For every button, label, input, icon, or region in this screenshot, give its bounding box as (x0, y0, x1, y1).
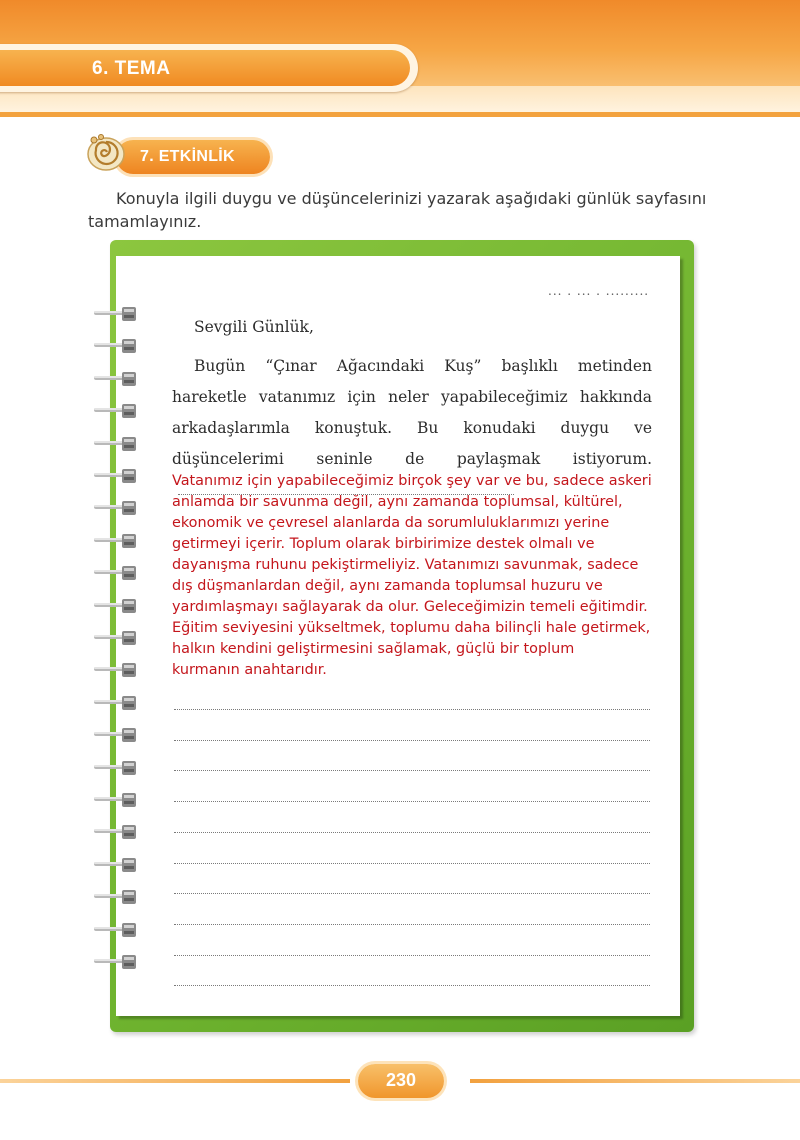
diary-intro-text: Bugün “Çınar Ağacındaki Kuş” başlıklı metinden hareketle vatanımız için neler yapabileceğimiz hakkında arkadaşlarımla konuştuk. Bu konudaki duygu ve düşüncelerimi seninle de paylaşmak istiyorum. (172, 357, 652, 468)
activity-instruction: Konuyla ilgili duygu ve düşüncelerinizi yazarak aşağıdaki günlük sayfasını tamamlayınız. (88, 189, 707, 231)
theme-label: 6. TEMA (92, 58, 171, 79)
theme-pill (0, 50, 410, 86)
blank-writing-line (174, 893, 650, 894)
blank-writing-line (174, 955, 650, 956)
snail-mascot-icon (84, 130, 128, 174)
blank-writing-line (174, 924, 650, 925)
spiral-ring-icon (92, 598, 144, 614)
date-placeholder: ... . ... . ......... (548, 284, 650, 298)
spiral-ring-icon (92, 533, 144, 549)
answer-line: getirmeyi içerir. Toplum olarak birbirimize destek olmalı ve (172, 536, 595, 552)
answer-line: dış düşmanlardan değil, aynı zamanda toplumsal huzuru ve (172, 578, 603, 594)
spiral-ring-icon (92, 695, 144, 711)
answer-line: Eğitim seviyesini yükseltmek, toplumu daha bilinçli hale getirmek, (172, 620, 651, 636)
header-band-edge (0, 112, 800, 117)
activity-label: 7. ETKİNLİK (140, 148, 235, 165)
diary-greeting: Sevgili Günlük, (194, 318, 314, 336)
spiral-ring-icon (92, 500, 144, 516)
blank-writing-line (174, 863, 650, 864)
answer-text (172, 471, 662, 681)
answer-line: kurmanın anahtarıdır. (172, 662, 327, 678)
blank-writing-line (174, 832, 650, 833)
answer-line: ekonomik ve çevresel alanlarda da sorumluluklarımızı yerine (172, 515, 610, 531)
answer-line: Vatanımız için yapabileceğimiz birçok şey var ve bu, sadece askeri (172, 473, 652, 489)
answer-line: yardımlaşmayı sağlayarak da olur. Geleceğimizin temeli eğitimdir. (172, 599, 648, 615)
spiral-ring-icon (92, 403, 144, 419)
spiral-ring-icon (92, 436, 144, 452)
footer-rule-left (0, 1079, 350, 1083)
footer-rule-right (470, 1079, 800, 1083)
spiral-ring-icon (92, 468, 144, 484)
spiral-ring-icon (92, 630, 144, 646)
blank-writing-line (174, 985, 650, 986)
page-number: 230 (385, 1070, 417, 1090)
answer-line: halkın kendini geliştirmesini sağlamak, güçlü bir toplum (172, 641, 575, 657)
blank-writing-line (174, 740, 650, 741)
spiral-ring-icon (92, 760, 144, 776)
spiral-ring-icon (92, 889, 144, 905)
spiral-ring-icon (92, 371, 144, 387)
spiral-ring-icon (92, 565, 144, 581)
spiral-ring-icon (92, 954, 144, 970)
spiral-ring-icon (92, 857, 144, 873)
spiral-ring-icon (92, 792, 144, 808)
spiral-ring-icon (92, 727, 144, 743)
spiral-ring-icon (92, 662, 144, 678)
spiral-ring-icon (92, 306, 144, 322)
blank-writing-line (174, 770, 650, 771)
spiral-ring-icon (92, 922, 144, 938)
spiral-ring-icon (92, 824, 144, 840)
blank-writing-line (174, 709, 650, 710)
spiral-ring-icon (92, 338, 144, 354)
answer-line: anlamda bir savunma değil, aynı zamanda toplumsal, kültürel, (172, 494, 623, 510)
blank-writing-line (174, 801, 650, 802)
answer-line: dayanışma ruhunu pekiştirmeliyiz. Vatanımızı savunmak, sadece (172, 557, 639, 573)
